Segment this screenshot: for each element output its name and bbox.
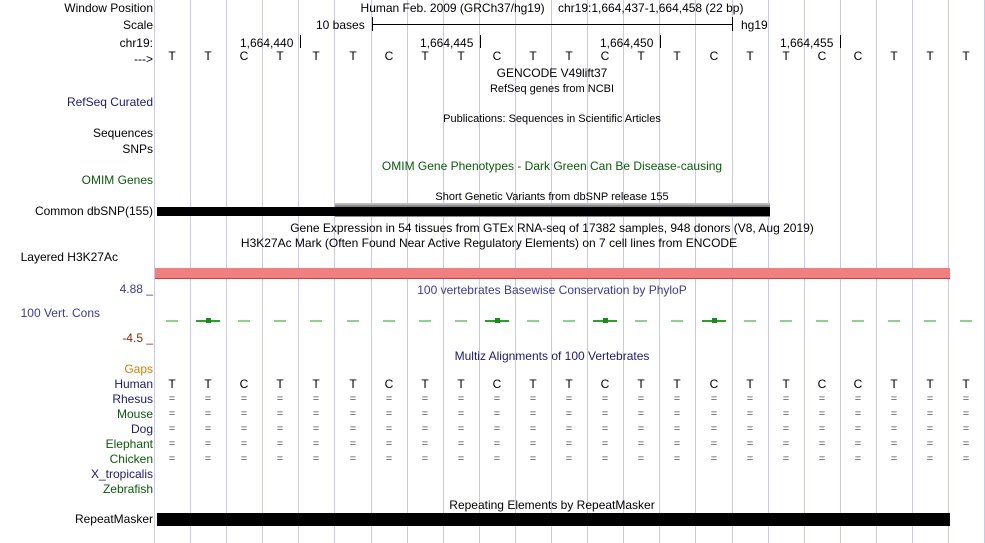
human-base-letter: T [168, 377, 176, 391]
alignment-match: = [746, 423, 754, 435]
phylop-mark [419, 320, 431, 322]
human-base-letter: T [637, 377, 645, 391]
base-letter: C [600, 49, 610, 63]
alignment-match: = [529, 408, 537, 420]
alignment-match: = [204, 393, 212, 405]
h3k27ac-title[interactable]: H3K27Ac Mark (Often Found Near Active Regulatory Elements) on 7 cell lines from ENCODE [240, 236, 738, 250]
base-letter: C [384, 49, 394, 63]
phylop-mark [635, 320, 647, 322]
phylop-mark [960, 320, 972, 322]
track-label-h3k27ac[interactable]: Layered H3K27Ac [20, 250, 118, 264]
phylop-mark [274, 320, 286, 322]
alignment-match: = [204, 423, 212, 435]
human-base-letter: T [890, 377, 898, 391]
scale-text: 10 bases [316, 18, 365, 32]
alignment-match: = [962, 438, 970, 450]
alignment-match: = [493, 423, 501, 435]
human-base-letter: T [312, 377, 320, 391]
alignment-match: = [385, 408, 393, 420]
alignment-match: = [240, 393, 248, 405]
human-base-letter: T [782, 377, 790, 391]
repeatmasker-title[interactable]: Repeating Elements by RepeatMasker [449, 498, 655, 512]
human-base-letter: T [673, 377, 681, 391]
alignment-match: = [385, 438, 393, 450]
alignment-match: = [782, 453, 790, 465]
alignment-match: = [565, 408, 573, 420]
human-base-letter: C [239, 377, 249, 391]
dbsnp-title[interactable]: Short Genetic Variants from dbSNP release 155 [435, 191, 669, 203]
alignment-match: = [204, 438, 212, 450]
phylop-mark [563, 320, 575, 322]
ruler-tick-label: 1,664,440 [240, 36, 294, 50]
track-label-repeatmasker[interactable]: RepeatMasker [74, 512, 153, 526]
alignment-match: = [312, 453, 320, 465]
phylop-mark [238, 320, 250, 322]
alignment-match: = [312, 408, 320, 420]
alignment-match: = [637, 453, 645, 465]
alignment-match: = [962, 393, 970, 405]
h3k27ac-signal-line [155, 278, 950, 279]
alignment-match: = [240, 408, 248, 420]
base-letter: T [926, 49, 934, 63]
alignment-match: = [240, 453, 248, 465]
alignment-match: = [818, 438, 826, 450]
phylop-mark [347, 320, 359, 322]
alignment-match: = [637, 408, 645, 420]
refseq-subtitle: RefSeq genes from NCBI [489, 83, 615, 95]
ruler-tick-label: 1,664,455 [780, 36, 834, 50]
alignment-match: = [601, 408, 609, 420]
alignment-match: = [457, 393, 465, 405]
publications-title[interactable]: Publications: Sequences in Scientific Articles [443, 113, 661, 125]
human-base-letter: T [457, 377, 465, 391]
base-letter: C [709, 49, 719, 63]
omim-title[interactable]: OMIM Gene Phenotypes - Dark Green Can Be Disease-causing [381, 159, 723, 173]
base-letter: T [565, 49, 573, 63]
phylop-mark [455, 320, 467, 322]
track-label-cons[interactable]: 100 Vert. Cons [20, 306, 100, 320]
alignment-match: = [637, 393, 645, 405]
alignment-match: = [312, 438, 320, 450]
alignment-match: = [421, 453, 429, 465]
alignment-match: = [168, 453, 176, 465]
alignment-match: = [493, 453, 501, 465]
alignment-match: = [926, 408, 934, 420]
multiz-title[interactable]: Multiz Alignments of 100 Vertebrates [454, 349, 650, 363]
alignment-match: = [276, 408, 284, 420]
base-letter: T [421, 49, 429, 63]
species-xtropicalis[interactable]: X_tropicalis [90, 467, 153, 481]
alignment-match: = [637, 423, 645, 435]
alignment-match: = [529, 453, 537, 465]
alignment-match: = [457, 438, 465, 450]
phylop-min-label: -4.5 _ [122, 331, 153, 345]
track-label-snps[interactable]: SNPs [122, 142, 153, 156]
base-letter: T [962, 49, 970, 63]
species-dog[interactable]: Dog [130, 422, 153, 436]
alignment-match: = [204, 453, 212, 465]
species-human[interactable]: Human [114, 377, 153, 391]
alignment-match: = [854, 423, 862, 435]
dbsnp-variant-bar-core[interactable] [335, 207, 770, 216]
ruler-tick-label: 1,664,450 [600, 36, 654, 50]
base-letter: T [204, 49, 212, 63]
alignment-match: = [710, 423, 718, 435]
alignment-match: = [673, 438, 681, 450]
alignment-match: = [204, 408, 212, 420]
ruler-tick [660, 35, 661, 48]
alignment-match: = [710, 438, 718, 450]
alignment-match: = [601, 453, 609, 465]
alignment-match: = [349, 438, 357, 450]
scale-label: Scale [122, 18, 153, 32]
alignment-match: = [926, 438, 934, 450]
phylop-mark [924, 320, 936, 322]
alignment-match: = [782, 423, 790, 435]
alignment-match: = [276, 438, 284, 450]
phylop-mark [816, 320, 828, 322]
ruler-tick [840, 35, 841, 48]
alignment-match: = [962, 453, 970, 465]
phylop-mark [888, 320, 900, 322]
alignment-match: = [890, 453, 898, 465]
alignment-match: = [890, 438, 898, 450]
alignment-match: = [385, 423, 393, 435]
alignment-match: = [385, 453, 393, 465]
alignment-match: = [854, 393, 862, 405]
alignment-match: = [926, 453, 934, 465]
base-letter: C [853, 49, 863, 63]
alignment-match: = [240, 423, 248, 435]
alignment-match: = [493, 393, 501, 405]
phylop-peak [495, 318, 500, 323]
alignment-match: = [457, 423, 465, 435]
species-zebrafish[interactable]: Zebrafish [102, 482, 153, 496]
alignment-match: = [312, 423, 320, 435]
base-letter: T [746, 49, 754, 63]
gtex-title[interactable]: Gene Expression in 54 tissues from GTEx RNA-seq of 17382 samples, 948 donors (V8, Aug 2019) [290, 221, 814, 235]
alignment-match: = [962, 408, 970, 420]
alignment-match: = [962, 423, 970, 435]
alignment-match: = [818, 393, 826, 405]
alignment-match: = [926, 423, 934, 435]
alignment-match: = [673, 423, 681, 435]
phylop-peak [206, 318, 211, 323]
alignment-match: = [601, 438, 609, 450]
alignment-match: = [168, 393, 176, 405]
alignment-match: = [493, 438, 501, 450]
species-elephant[interactable]: Elephant [105, 437, 153, 451]
track-label-sequences[interactable]: Sequences [92, 126, 153, 140]
alignment-match: = [746, 408, 754, 420]
alignment-match: = [421, 423, 429, 435]
alignment-match: = [601, 393, 609, 405]
alignment-match: = [710, 408, 718, 420]
chrom-label: chr19: [119, 36, 153, 50]
alignment-match: = [349, 453, 357, 465]
alignment-match: = [276, 423, 284, 435]
base-letter: T [782, 49, 790, 63]
human-base-letter: C [709, 377, 719, 391]
alignment-match: = [854, 408, 862, 420]
alignment-match: = [782, 408, 790, 420]
alignment-match: = [349, 393, 357, 405]
human-base-letter: C [817, 377, 827, 391]
alignment-match: = [890, 423, 898, 435]
base-letter: T [673, 49, 681, 63]
base-letter: T [168, 49, 176, 63]
alignment-match: = [710, 453, 718, 465]
alignment-match: = [276, 453, 284, 465]
phylop-mark [527, 320, 539, 322]
phylop-peak [603, 318, 608, 323]
alignment-match: = [818, 408, 826, 420]
alignment-match: = [565, 393, 573, 405]
human-base-letter: T [421, 377, 429, 391]
base-letter: C [817, 49, 827, 63]
alignment-match: = [565, 453, 573, 465]
alignment-match: = [890, 393, 898, 405]
alignment-match: = [168, 438, 176, 450]
phylop-mark [310, 320, 322, 322]
phylop-peak [712, 318, 717, 323]
alignment-match: = [421, 408, 429, 420]
window-position-label: Window Position [64, 1, 153, 15]
phylop-mark [852, 320, 864, 322]
species-mouse[interactable]: Mouse [116, 407, 153, 421]
assembly-label: hg19 [741, 18, 768, 32]
repeatmasker-bar[interactable] [157, 513, 950, 526]
base-letter: T [890, 49, 898, 63]
alignment-match: = [312, 393, 320, 405]
track-image[interactable] [155, 0, 970, 543]
alignment-match: = [746, 438, 754, 450]
alignment-match: = [854, 453, 862, 465]
alignment-match: = [673, 453, 681, 465]
human-base-letter: T [349, 377, 357, 391]
ruler-tick [480, 35, 481, 48]
species-chicken[interactable]: Chicken [109, 452, 153, 466]
base-letter: C [239, 49, 249, 63]
alignment-match: = [385, 393, 393, 405]
alignment-match: = [457, 453, 465, 465]
alignment-match: = [854, 438, 862, 450]
scale-bar-left-cap [372, 17, 373, 31]
alignment-match: = [529, 423, 537, 435]
alignment-match: = [421, 438, 429, 450]
base-letter: T [529, 49, 537, 63]
alignment-match: = [673, 393, 681, 405]
base-letter: T [312, 49, 320, 63]
alignment-match: = [746, 453, 754, 465]
alignment-match: = [601, 423, 609, 435]
human-base-letter: T [565, 377, 573, 391]
position-title: Human Feb. 2009 (GRCh37/hg19) chr19:1,664,437-1,664,458 (22 bp) [360, 1, 744, 15]
alignment-match: = [673, 408, 681, 420]
track-label-refseq[interactable]: RefSeq Curated [66, 95, 153, 109]
human-base-letter: T [204, 377, 212, 391]
human-base-letter: T [926, 377, 934, 391]
alignment-match: = [782, 438, 790, 450]
base-letter: T [637, 49, 645, 63]
alignment-match: = [168, 423, 176, 435]
alignment-match: = [168, 408, 176, 420]
alignment-match: = [565, 423, 573, 435]
alignment-match: = [746, 393, 754, 405]
alignment-match: = [349, 423, 357, 435]
track-label-omim[interactable]: OMIM Genes [81, 173, 153, 187]
alignment-match: = [818, 453, 826, 465]
species-rhesus[interactable]: Rhesus [112, 392, 153, 406]
track-label-dbsnp[interactable]: Common dbSNP(155) [34, 204, 153, 218]
base-letter: T [349, 49, 357, 63]
human-base-letter: T [276, 377, 284, 391]
scale-bar [372, 24, 733, 25]
gencode-title[interactable]: GENCODE V49lift37 [496, 66, 608, 80]
strand-label: ---> [134, 52, 153, 66]
alignment-match: = [782, 393, 790, 405]
alignment-match: = [276, 393, 284, 405]
base-letter: T [457, 49, 465, 63]
human-base-letter: C [853, 377, 863, 391]
phylop-mark [671, 320, 683, 322]
alignment-match: = [926, 393, 934, 405]
phylop-mark [780, 320, 792, 322]
human-base-letter: C [384, 377, 394, 391]
alignment-match: = [457, 408, 465, 420]
alignment-match: = [890, 408, 898, 420]
human-base-letter: T [962, 377, 970, 391]
human-base-letter: C [600, 377, 610, 391]
base-letter: T [276, 49, 284, 63]
alignment-match: = [710, 393, 718, 405]
human-base-letter: T [746, 377, 754, 391]
alignment-match: = [565, 438, 573, 450]
scale-bar-right-cap [732, 17, 733, 31]
ruler-tick-label: 1,664,445 [420, 36, 474, 50]
alignment-match: = [240, 438, 248, 450]
phylop-mark [744, 320, 756, 322]
phylop-max-label: 4.88 _ [119, 282, 153, 296]
alignment-match: = [529, 438, 537, 450]
alignment-match: = [529, 393, 537, 405]
phylop-title[interactable]: 100 vertebrates Basewise Conservation by PhyloP [417, 283, 687, 297]
human-base-letter: T [529, 377, 537, 391]
phylop-mark [166, 320, 178, 322]
track-label-gaps[interactable]: Gaps [124, 362, 153, 376]
base-letter: C [492, 49, 502, 63]
phylop-mark [383, 320, 395, 322]
human-base-letter: C [492, 377, 502, 391]
alignment-match: = [493, 408, 501, 420]
alignment-match: = [818, 423, 826, 435]
alignment-match: = [637, 438, 645, 450]
alignment-match: = [349, 408, 357, 420]
ruler-tick [300, 35, 301, 48]
alignment-match: = [421, 393, 429, 405]
